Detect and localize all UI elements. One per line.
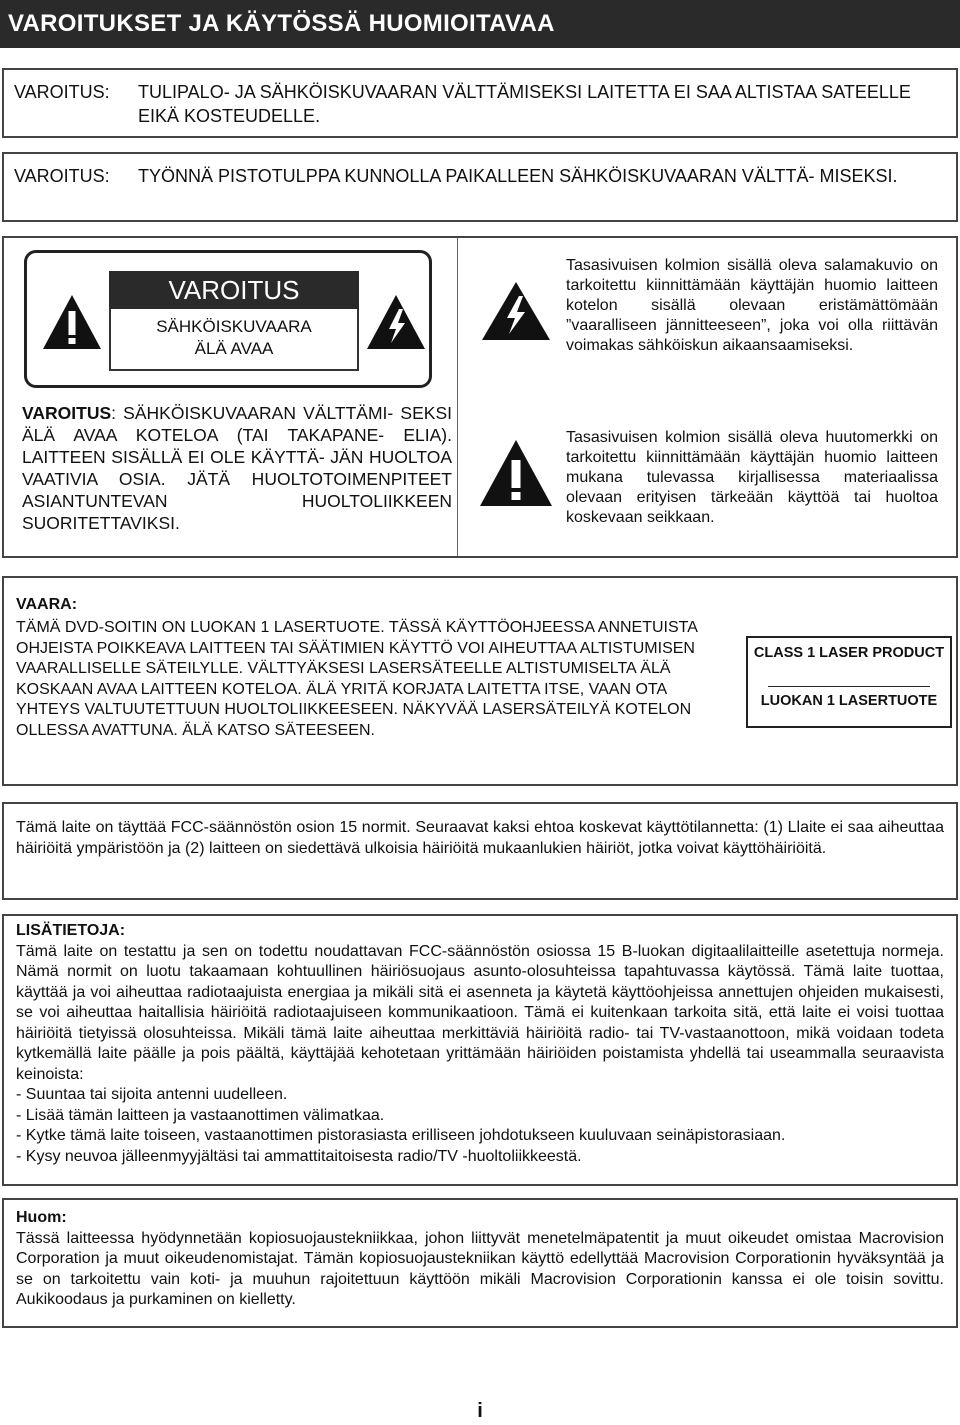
fcc-text: Tämä laite on täyttää FCC-säännöstön osion 15 normit. Seuraavat kaksi ehtoa koskevat käyttötilannetta: (1) Llaite ei saa aiheuttaa häiriöitä ympäristöön ja (2) laitteen on siedettävä ulkoisia häiriöitä mukaanlukien häiriöt, jotka voivat käyttöhäiriöitä.: [16, 819, 944, 857]
note-text: Tässä laitteessa hyödynnetään kopiosuojaustekniikkaa, johon liittyvät menetelmäpatentit ja muut oikeudet omistaa Macrovision Corporation ja muut oikeudenomistajat. Tämän kopiosuojaustekniikan käyttö edellyttää Macrovision Corporationin hyväksyntää ja se on tarkoitettu vain koti- ja muuhun rajoitettuun käyttöön mikäli Macrovision Corporationin kanssa ei ole toisin sovittu. Aukikoodaus ja purkaminen on kielletty.: [16, 1229, 944, 1308]
lightning-triangle-icon: [365, 293, 427, 351]
note-box: [2, 1198, 958, 1328]
warning-text: TULIPALO- JA SÄHKÖISKUVAARAN VÄLTTÄMISEKSI LAITETTA EI SAA ALTISTAA SATEELLE EIKÄ KOSTEUDELLE.: [138, 82, 911, 126]
danger-label: VAARA:: [16, 596, 78, 613]
lightning-description: Tasasivuisen kolmion sisällä oleva salamakuvio on tarkoitettu kiinnittämään käyttäjän huomio laitteen kotelon sisällä olevaan eristämättömään ”vaaralliseen jännitteeseen”, joka voi olla riittävän voimakas sähköiskun aikaansaamiseksi.: [566, 257, 938, 354]
symbols-divider: [457, 238, 458, 556]
info-item: - Suuntaa tai sijoita antenni uudelleen.: [16, 1086, 288, 1103]
info-text: Tämä laite on testattu ja sen on todettu noudattavan FCC-säännöstön osiossa 15 B-luokan digitaalilaitteille asetettuja normeja. Nämä normit on luotu takaamaan kohtuullinen häiriösuojaus asunto-olosuhteissa tapahtuvassa käytössä. Tämä laite tuottaa, käyttää ja voi aiheuttaa radiotaajuista energiaa ja mikäli sitä ei asenneta ja käytetä käyttöohjeissa annettujen ohjeiden mukaisesti, se voi aiheuttaa haitallisia häiriöitä radiotaajuiseen kommunikaatioon. Tämä ei kuitenkaan tarkoita sitä, että laite ei voisi tuottaa häiriöitä tietyissä olosuhteissa. Mikäli tämä laite aiheuttaa merkittäviä häiriöitä radio- tai TV-vastaanottoon, mikä voidaan todeta kytkemällä laite päälle ja pois päältä, käyttäjää kehotetaan yrittämään häiriöiden poistamista yhdellä tai useammalla seuraavista keinoista:: [16, 942, 944, 1083]
exclamation-description: Tasasivuisen kolmion sisällä oleva huutomerkki on tarkoitettu kiinnittämään käyttäjän huomio laitteen mukana tulevassa kirjallisessa materiaalissa olevaan erityisen tärkeään käyttöä tai huoltoa koskevaan seikkaan.: [566, 429, 938, 526]
page-header: VAROITUKSET JA KÄYTÖSSÄ HUOMIOITAVAA: [0, 0, 960, 48]
page-number: i: [477, 1400, 483, 1422]
warning-text: TYÖNNÄ PISTOTULPPA KUNNOLLA PAIKALLEEN SÄHKÖISKUVAARAN VÄLTTÄ- MISEKSI.: [138, 166, 898, 186]
shock-warning: [22, 402, 452, 534]
warning-label: VAROITUS:: [14, 166, 110, 186]
info-box: [2, 914, 958, 1186]
lightning-triangle-icon: [480, 280, 552, 342]
exclamation-triangle-icon: [41, 293, 103, 351]
sticker-line-1: SÄHKÖISKUVAARA: [156, 317, 312, 336]
caution-sticker: [24, 250, 432, 388]
fcc-box: [2, 802, 958, 900]
laser-class-label: [746, 636, 952, 728]
danger-text: TÄMÄ DVD-SOITIN ON LUOKAN 1 LASERTUOTE. TÄSSÄ KÄYTTÖOHJEESSA ANNETUISTA OHJEISTA POIKKEAVA LAITTEEN TAI SÄÄTIMIEN KÄYTTÖ VOI AIHEUTTAA ALTISTUMISEN VAARALLISELLE SÄTEILYLLE. VÄLTTYÄKSESI LASERSÄTEELLE ALTISTUMISELTA ÄLÄ KOSKAAN AVAA LAITTEEN KOTELOA. ÄLÄ YRITÄ KORJATA LAITETTA ITSE, VAAN OTA YHTEYS VALTUUTETTUUN HUOLTOLIIKKEESEEN. NÄKYVÄÄ LASERSÄTEILYÄ KOTELON OLLESSA AVATTUNA. ÄLÄ KATSO SÄTEESEEN.: [16, 619, 698, 739]
laser-label-bottom: LUOKAN 1 LASERTUOTE: [760, 693, 938, 709]
info-item: - Lisää tämän laitteen ja vastaanottimen välimatkaa.: [16, 1106, 385, 1124]
exclamation-triangle-icon: [478, 438, 554, 508]
warning-box-fire: [2, 68, 958, 138]
sticker-label: [109, 271, 359, 371]
laser-label-top: CLASS 1 LASER PRODUCT: [753, 645, 945, 661]
warning-box-plug: [2, 152, 958, 222]
shock-warning-label: VAROITUS: [22, 403, 112, 423]
info-label: LISÄTIETOJA:: [16, 922, 126, 939]
danger-box: [2, 576, 958, 786]
warning-label: VAROITUS:: [14, 82, 110, 102]
note-label: Huom:: [16, 1209, 67, 1226]
laser-label-divider: [768, 686, 930, 687]
sticker-title: VAROITUS: [109, 271, 359, 309]
sticker-line-2: ÄLÄ AVAA: [194, 339, 274, 358]
symbols-box: [2, 236, 958, 558]
shock-warning-text: : SÄHKÖISKUVAARAN VÄLTTÄMI- SEKSI ÄLÄ AVAA KOTELOA (TAI TAKAPANE- ELIA). LAITTEEN SISÄLLÄ EI OLE KÄYTTÄ- JÄN HUOLTOA VAATIVIA OSIA. JÄTÄ HUOLTOTOIMENPITEET ASIANTUNTEVAN HUOLTOLIIKKEEN SUORITETTAVIKSI.: [22, 403, 452, 533]
info-item: - Kytke tämä laite toiseen, vastaanottimen pistorasiasta erilliseen johdotukseen kuuluvaan seinäpistorasiaan.: [16, 1127, 786, 1144]
info-item: - Kysy neuvoa jälleenmyyjältäsi tai ammattitaitoisesta radio/TV -huoltoliikkeestä.: [16, 1147, 582, 1165]
